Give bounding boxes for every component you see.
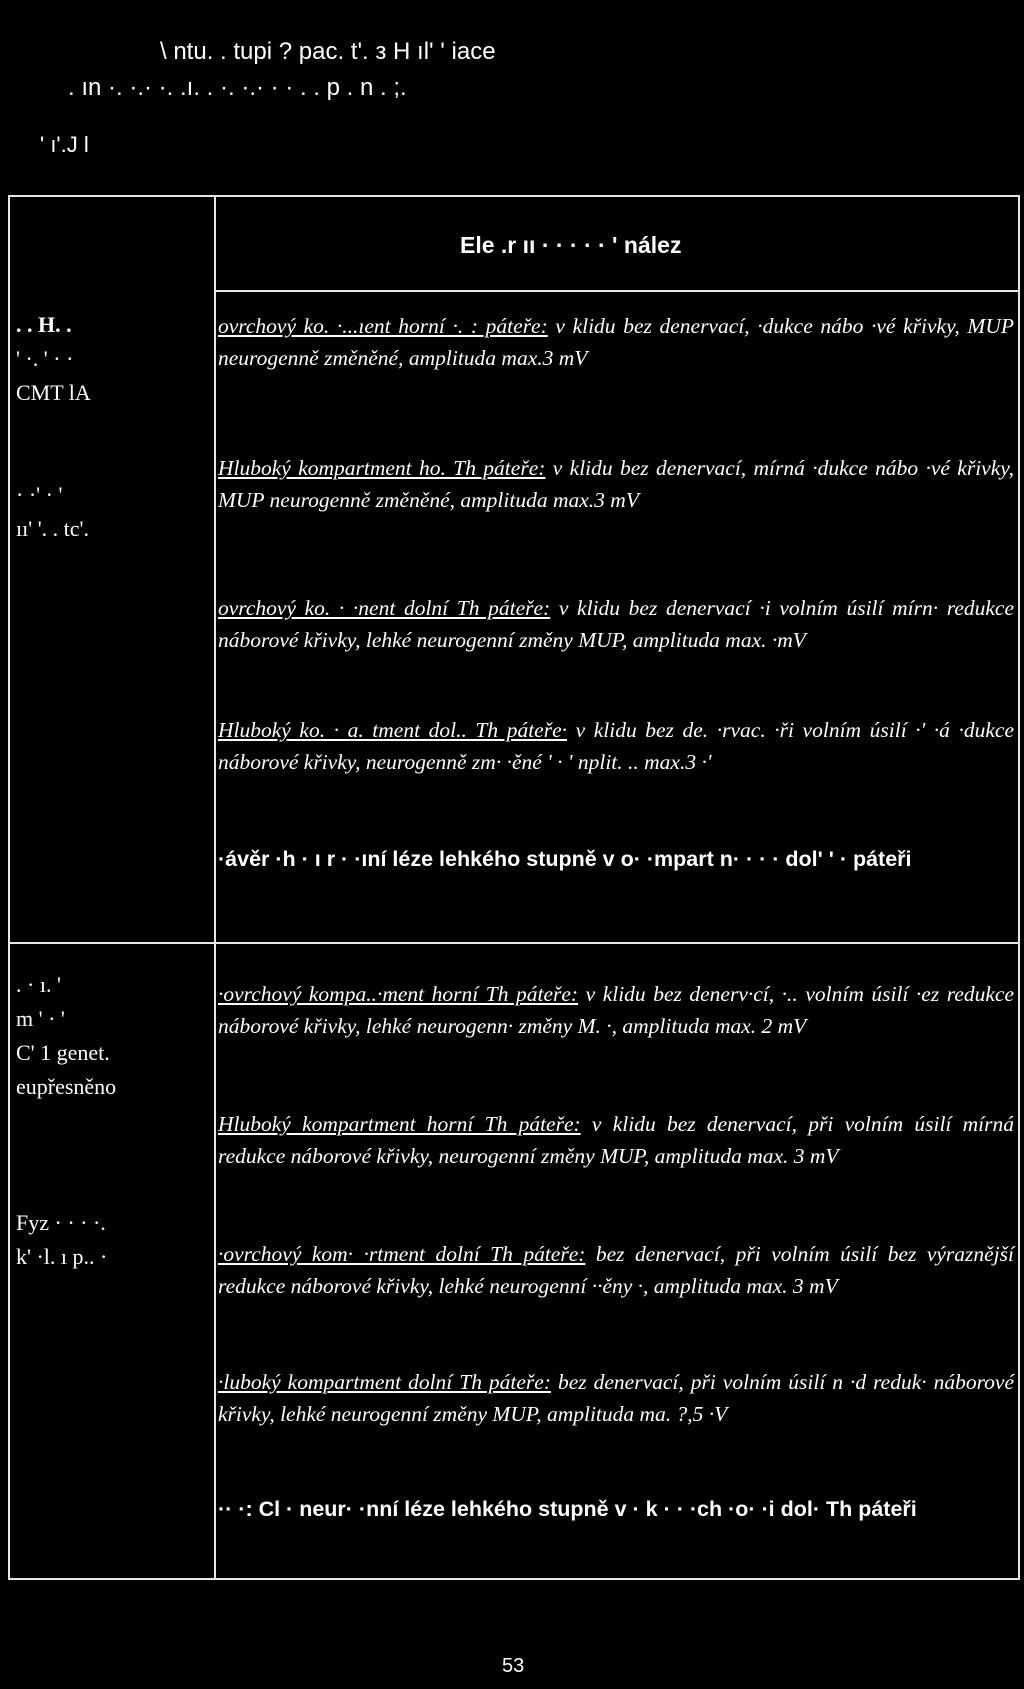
row-2-finding-2-title: Hluboký kompartment horní Th páteře: <box>218 1112 581 1136</box>
row-divider <box>8 942 1020 944</box>
row-2-finding-1 <box>218 978 1014 1042</box>
row-1-finding-2 <box>218 452 1014 516</box>
row-2-finding-3-title: ·ovrchový kom· ·rtment dolní Th páteře: <box>218 1242 586 1266</box>
row-2-left-spacer-1 <box>16 1104 206 1138</box>
row-2-finding-1-title: ·ovrchový kompa..·ment horní Th páteře: <box>218 982 579 1006</box>
page-number: 53 <box>502 1655 525 1677</box>
row-2-finding-1-text: v klidu bez denerv·cí, ·.. volním úsilí ·ez redukce náborové křivky, lehké neurogenn· změny M. ·, amplituda max. 2 mV <box>218 982 1014 1038</box>
row-2-finding-4 <box>218 1366 1014 1430</box>
row-2-finding-4-title: ·luboký kompartment dolní Th páteře: <box>218 1370 552 1394</box>
row-2-left-line-1: . · ı. ' <box>16 972 61 997</box>
column-title: Ele .r ıı · · · · · ' nález <box>460 232 682 258</box>
table-right-border <box>1018 195 1020 1580</box>
row-1-finding-1 <box>218 310 1014 374</box>
row-1-left-cell <box>16 308 206 546</box>
row-2-left-line-8: Fyz · · · ·. <box>16 1210 106 1235</box>
row-1-finding-3 <box>218 592 1014 656</box>
header-row-bottom-border <box>216 290 1020 292</box>
row-1-left-line-3: CMT lA <box>16 380 91 405</box>
row-1-left-spacer-1 <box>16 410 206 444</box>
row-2-finding-2 <box>218 1108 1014 1172</box>
row-2-finding-3-text: bez denervací, při volním úsilí bez výraznější redukce náborové křivky, lehké neurogenní ··ěny ·, amplituda max. 3 mV <box>218 1242 1014 1298</box>
row-1-left-spacer-2 <box>16 444 206 478</box>
row-2-summary: ·· ·: Cl · neur· ·nní léze lehkého stupně v · k · · ·ch ·o· ·i dol· Th páteři <box>218 1497 917 1521</box>
header-line-1: \ ntu. . tupi ? pac. t'. з H ıl' ' iace <box>160 38 496 65</box>
row-2-finding-4-text: bez denervací, při volním úsilí n ·d reduk· náborové křivky, lehké neurogenní změny MUP, amplituda ma. ?,5 ·V <box>218 1370 1014 1426</box>
row-1-left-line-6: · ·' · ' <box>16 482 63 507</box>
table-bottom-border <box>8 1578 1020 1580</box>
row-1-summary: ·ávěr ·h · ı r · ·ıní léze lehkého stupně v o· ·mpart n· · · · dol' ' · páteři <box>218 847 912 871</box>
row-2-left-line-2: m ' · ' <box>16 1006 65 1031</box>
row-2-left-spacer-2 <box>16 1138 206 1172</box>
row-1-finding-1-title: ovrchový ko. ·...ıent horní ·. : páteře: <box>218 314 548 338</box>
row-1-finding-4-title: Hluboký ko. · a. tment dol.. Th páteře· <box>218 718 568 742</box>
row-1-finding-3-text: v klidu bez denervací ·i volním úsilí mírn· redukce náborové křivky, lehké neurogenní změny MUP, amplituda max. ·mV <box>218 596 1014 652</box>
row-1-finding-2-text: v klidu bez denervací, mírná ·dukce nábo ·vé křivky, MUP neurogenně změněné, amplituda max.3 mV <box>218 456 1014 512</box>
row-2-left-cell <box>16 968 206 1274</box>
row-1-finding-3-title: ovrchový ko. · ·nent dolní Th páteře: <box>218 596 551 620</box>
row-1-left-line-2: ' ·. ' · · <box>16 346 74 371</box>
row-1-finding-2-title: Hluboký kompartment ho. Th páteře: <box>218 456 546 480</box>
row-2-left-line-4: eupřesněno <box>16 1074 117 1099</box>
row-1-finding-1-text: v klidu bez denervací, ·dukce nábo ·vé křivky, MUP neurogenně změněné, amplituda max.3 mV <box>218 314 1014 370</box>
row-2-left-line-3: C' 1 genet. <box>16 1040 110 1065</box>
row-1-finding-4 <box>218 714 1014 778</box>
row-2-finding-2-text: v klidu bez denervací, při volním úsilí mírná redukce náborové křivky, neurogenní změny MUP, amplituda max. 3 mV <box>218 1112 1015 1168</box>
row-1-left-line-1: . . H. . <box>16 312 72 337</box>
row-1-finding-4-text: v klidu bez de. ·rvac. ·ři volním úsilí ·' ·á ·dukce náborové křivky, neurogenně zm· ·ěné ' · ' nplit. .. max.3 ·' <box>218 718 1014 774</box>
header-line-2: . ın ·. ·.· ·. .ı. . ·. ·.· · · . . p . n . ;. <box>68 74 407 101</box>
table-column-divider <box>214 195 216 1580</box>
row-2-left-line-9: k' ·l. ı p.. · <box>16 1244 108 1269</box>
row-2-left-spacer-3 <box>16 1172 206 1206</box>
row-2-finding-3 <box>218 1238 1014 1302</box>
table-label: ' ı'.J l <box>40 132 89 157</box>
table-top-border <box>8 195 1020 197</box>
row-1-left-line-7: ıı' '. . tc'. <box>16 516 89 541</box>
table-left-border <box>8 195 10 1580</box>
